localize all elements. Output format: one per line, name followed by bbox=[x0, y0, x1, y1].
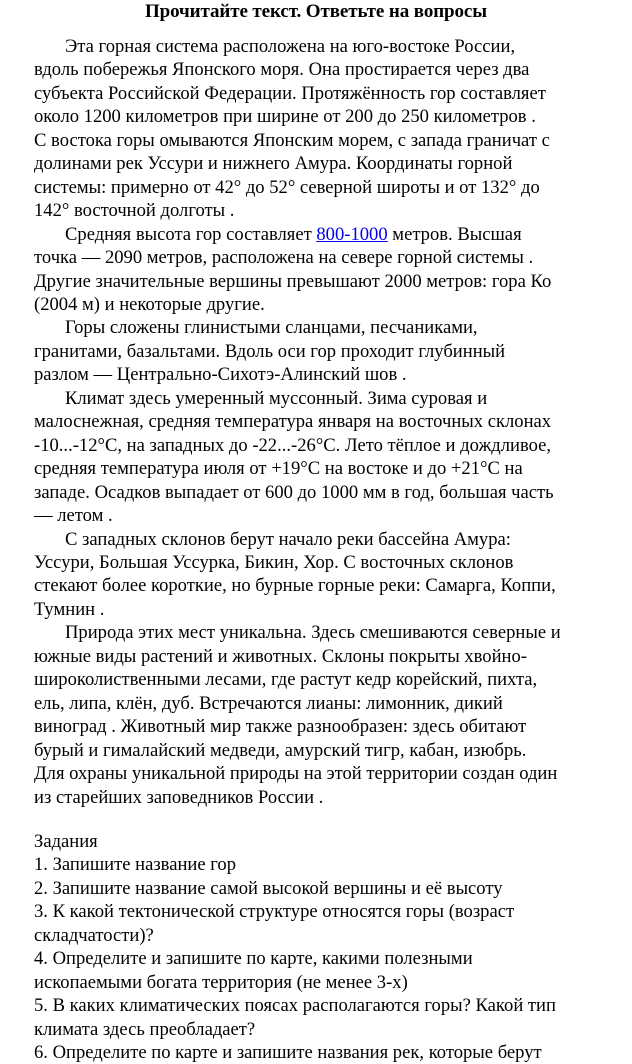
task-item: 2. Запишите название самой высокой вершины и её высоту bbox=[34, 877, 503, 899]
task-item: 3. К какой тектонической структуре относятся горы (возраст складчатости)? bbox=[34, 901, 515, 946]
page-title: Прочитайте текст. Ответьте на вопросы bbox=[144, 1, 487, 22]
tasks-section bbox=[34, 830, 614, 1064]
task-item: 4. Определите и запишите по карте, какими полезными ископаемыми богата территория (не менее 3-х) bbox=[34, 948, 473, 993]
average-height-link[interactable]: 800-1000 bbox=[316, 223, 388, 245]
tasks-list bbox=[34, 853, 614, 1064]
task-item: 6. Определите по карте и запишите названия рек, которые берут bbox=[34, 1042, 542, 1064]
paragraph-height-end: метров. Высшая точка — 2090 метров, расположена на севере горной системы . Другие значительные вершины превышают 2000 метров: гора Ко (2004 м) и некоторые другие. bbox=[34, 223, 552, 315]
paragraph-nature: Природа этих мест уникальна. Здесь смешиваются северные и южные виды растений и животных. Склоны покрыты хвойно- широколиственными лесами, где растут кедр корейский, пихта, ель, липа, клён, дуб. Встречаются лианы: лимонник, дикий виноград . Животный мир также разнообразен: здесь обитают бурый и гималайский медведи, амурский тигр, кабан, изюбрь. Для охраны уникальной природы на этой территории создан один из старейших заповедников России . bbox=[34, 622, 561, 808]
paragraph-location: Эта горная система расположена на юго-востоке России, вдоль побережья Японского моря. Она простирается через два субъекта Российской Федерации. Протяжённость гор составляет около 1200 километров при ширине от 200 до 250 километров . С востока горы омываются Японским морем, с запада граничат с долинами рек Уссури и нижнего Амура. Координаты горной системы: примерно от 42° до 52° северной широты и от 132° до 142° восточной долготы . bbox=[34, 36, 550, 222]
task-item: 5. В каких климатических поясах располагаются горы? Какой тип климата здесь преобладает? bbox=[34, 995, 556, 1040]
tasks-heading: Задания bbox=[34, 830, 98, 852]
paragraph-height bbox=[34, 223, 614, 317]
paragraph-height-start: Средняя высота гор составляет bbox=[65, 223, 317, 245]
paragraph-climate: Климат здесь умеренный муссонный. Зима суровая и малоснежная, средняя температура января на восточных склонах -10...-12°C, на западных до -22...-26°C. Лето тёплое и дождливое, средняя температура июля от +19°C на востоке и до +21°C на западе. Осадков выпадает от 600 до 1000 мм в год, большая часть — летом . bbox=[34, 387, 554, 527]
paragraph-geology: Горы сложены глинистыми сланцами, песчаниками, гранитами, базальтами. Вдоль оси гор проходит глубинный разлом — Центрально-Сихотэ-Алинский шов . bbox=[34, 317, 506, 386]
paragraph-rivers: С западных склонов берут начало реки бассейна Амура: Уссури, Большая Уссурка, Бикин, Хор. С восточных склонов стекают более короткие, но бурные горные реки: Самарга, Коппи, Тумнин . bbox=[34, 528, 556, 620]
article-text bbox=[34, 35, 614, 809]
document-page bbox=[34, 0, 614, 1064]
task-item: 1. Запишите название гор bbox=[34, 854, 237, 876]
